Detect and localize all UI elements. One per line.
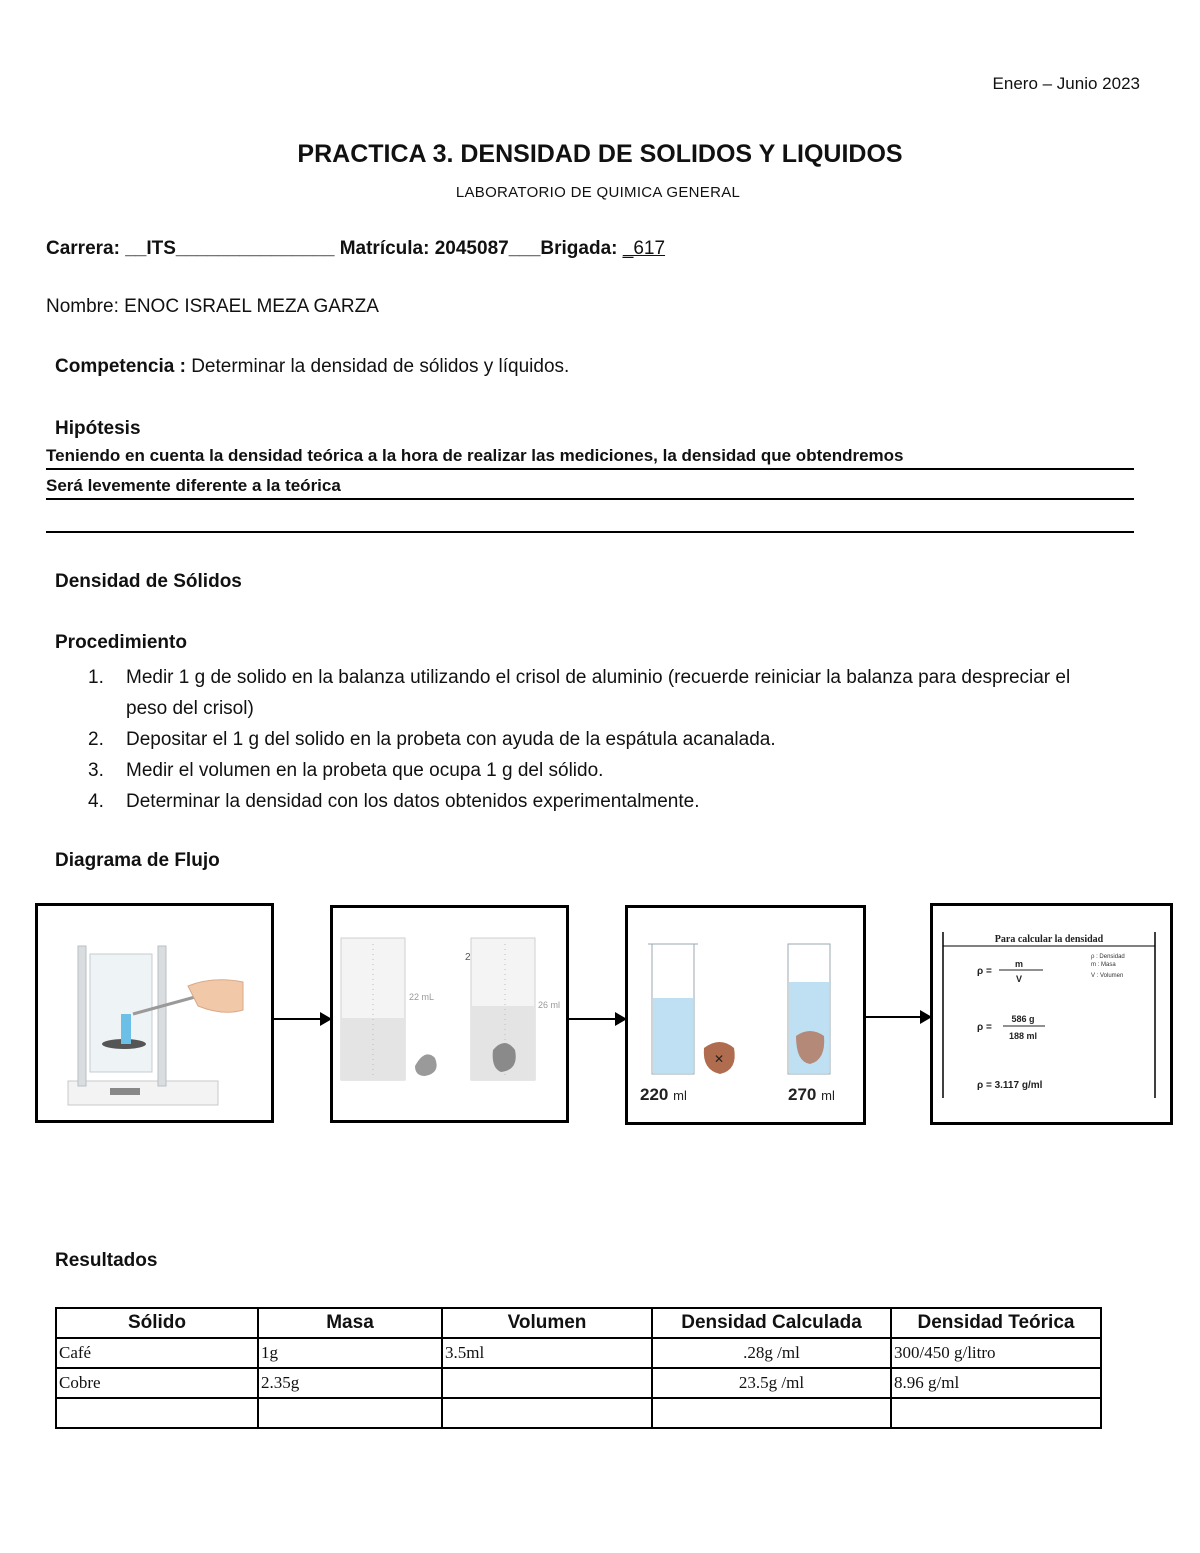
- svg-text:220 ml: [640, 1085, 687, 1104]
- formula-v: V: [1015, 974, 1023, 984]
- hipotesis-line-3: [46, 509, 1134, 533]
- formula-legend-1: ρ : Densidad: [1091, 954, 1125, 960]
- brigada-value: _617: [622, 238, 666, 259]
- table-cell: [442, 1368, 652, 1398]
- procedure-step: 2. Depositar el 1 g del solido en la probeta con ayuda de la espátula acanalada.: [88, 729, 776, 750]
- flow-step-balance: [35, 903, 274, 1123]
- page-subtitle: LABORATORIO DE QUIMICA GENERAL: [455, 184, 741, 201]
- hipotesis-heading: Hipótesis: [55, 418, 141, 439]
- student-name-row: [46, 296, 379, 318]
- procedure-step: 3. Medir el volumen en la probeta que ocupa 1 g del sólido.: [88, 760, 604, 781]
- page-title: PRACTICA 3. DENSIDAD DE SOLIDOS Y LIQUIDOS: [297, 140, 903, 168]
- table-row: [56, 1338, 1101, 1368]
- column-header: Densidad Calculada: [652, 1308, 891, 1338]
- diagrama-heading: Diagrama de Flujo: [55, 850, 220, 871]
- flow-arrow: [569, 1018, 625, 1020]
- flow-arrow: [274, 1018, 330, 1020]
- hipotesis-line-2: Será levemente diferente a la teórica: [46, 476, 1134, 500]
- matricula-value: 2045087___: [434, 238, 541, 259]
- table-cell: 3.5ml: [442, 1338, 652, 1368]
- table-cell: [652, 1398, 891, 1428]
- formula-illustration: [933, 906, 1170, 1122]
- volume-unit-2: ml: [821, 1088, 835, 1103]
- competencia-label: Competencia :: [55, 356, 192, 377]
- procedure-steps: [88, 662, 1088, 817]
- nombre-value: ENOC ISRAEL MEZA GARZA: [124, 296, 379, 317]
- table-cell: 8.96 g/ml: [891, 1368, 1101, 1398]
- table-row: [56, 1368, 1101, 1398]
- procedure-step: 1. Medir 1 g de solido en la balanza utilizando el crisol de aluminio (recuerde reiniciar la balanza para despreciar el peso del crisol): [88, 667, 1071, 719]
- table-cell: 1g: [258, 1338, 442, 1368]
- formula-legend-2: m : Masa: [1091, 962, 1116, 968]
- table-cell: 300/450 g/litro: [891, 1338, 1101, 1368]
- formula-rho: ρ =: [977, 966, 992, 977]
- table-row: [56, 1398, 1101, 1428]
- table-cell: .28g /ml: [652, 1338, 891, 1368]
- table-cell: [891, 1398, 1101, 1428]
- table-cell: Café: [56, 1338, 258, 1368]
- column-header: Masa: [258, 1308, 442, 1338]
- competencia-row: [55, 356, 569, 378]
- table-cell: Cobre: [56, 1368, 258, 1398]
- densidad-solidos-heading: Densidad de Sólidos: [55, 571, 242, 592]
- table-cell: [258, 1398, 442, 1428]
- formula-numerator: 586 g: [1011, 1014, 1035, 1024]
- table-cell: 23.5g /ml: [652, 1368, 891, 1398]
- carrera-label: Carrera:: [46, 238, 126, 259]
- flow-arrow: [866, 1016, 930, 1018]
- column-header: Sólido: [56, 1308, 258, 1338]
- brigada-label: Brigada:: [540, 238, 623, 259]
- formula-rho-2: ρ =: [977, 1022, 992, 1033]
- formula-result: ρ = 3.117 g/ml: [977, 1080, 1043, 1091]
- procedimiento-heading: Procedimiento: [55, 632, 187, 653]
- results-table: [55, 1307, 1102, 1429]
- column-header: Densidad Teórica: [891, 1308, 1101, 1338]
- balance-illustration: [38, 906, 271, 1120]
- volume-value-1: 220: [640, 1085, 669, 1104]
- flow-step-probetas: [330, 905, 569, 1123]
- carrera-value: __ITS_______________: [125, 238, 335, 259]
- matricula-label: Matrícula:: [334, 238, 435, 259]
- probeta-label-3: 26 ml: [538, 1000, 561, 1010]
- volume-unit-1: ml: [673, 1088, 687, 1103]
- hipotesis-line-1: Teniendo en cuenta la densidad teórica a la hora de realizar las mediciones, la densidad que obtendremos: [46, 446, 1134, 470]
- volume-value-2: 270: [788, 1085, 817, 1104]
- cylinders-illustration: [628, 908, 863, 1122]
- table-cell: [442, 1398, 652, 1428]
- svg-text:270 ml: [788, 1085, 835, 1104]
- nombre-label: Nombre:: [46, 296, 125, 317]
- svg-text:✕: ✕: [714, 1052, 725, 1066]
- competencia-text: Determinar la densidad de sólidos y líquidos.: [191, 356, 570, 377]
- formula-m: m: [1014, 959, 1024, 969]
- resultados-heading: Resultados: [55, 1250, 158, 1271]
- probeta-label-2: 2: [465, 952, 471, 963]
- flow-step-volumes: [625, 905, 866, 1125]
- column-header: Volumen: [442, 1308, 652, 1338]
- probeta-label-1: 22 mL: [409, 992, 435, 1002]
- flow-step-formula: [930, 903, 1173, 1125]
- formula-denominator: 188 ml: [1008, 1031, 1038, 1041]
- table-cell: 2.35g: [258, 1368, 442, 1398]
- probetas-illustration: [333, 908, 566, 1120]
- student-info-row: [46, 238, 665, 260]
- formula-legend-3: V : Volumen: [1091, 973, 1124, 979]
- table-header-row: [56, 1308, 1101, 1338]
- formula-title: Para calcular la densidad: [994, 934, 1104, 945]
- date-header: Enero – Junio 2023: [992, 74, 1140, 93]
- procedure-step: 4. Determinar la densidad con los datos obtenidos experimentalmente.: [88, 791, 700, 812]
- table-cell: [56, 1398, 258, 1428]
